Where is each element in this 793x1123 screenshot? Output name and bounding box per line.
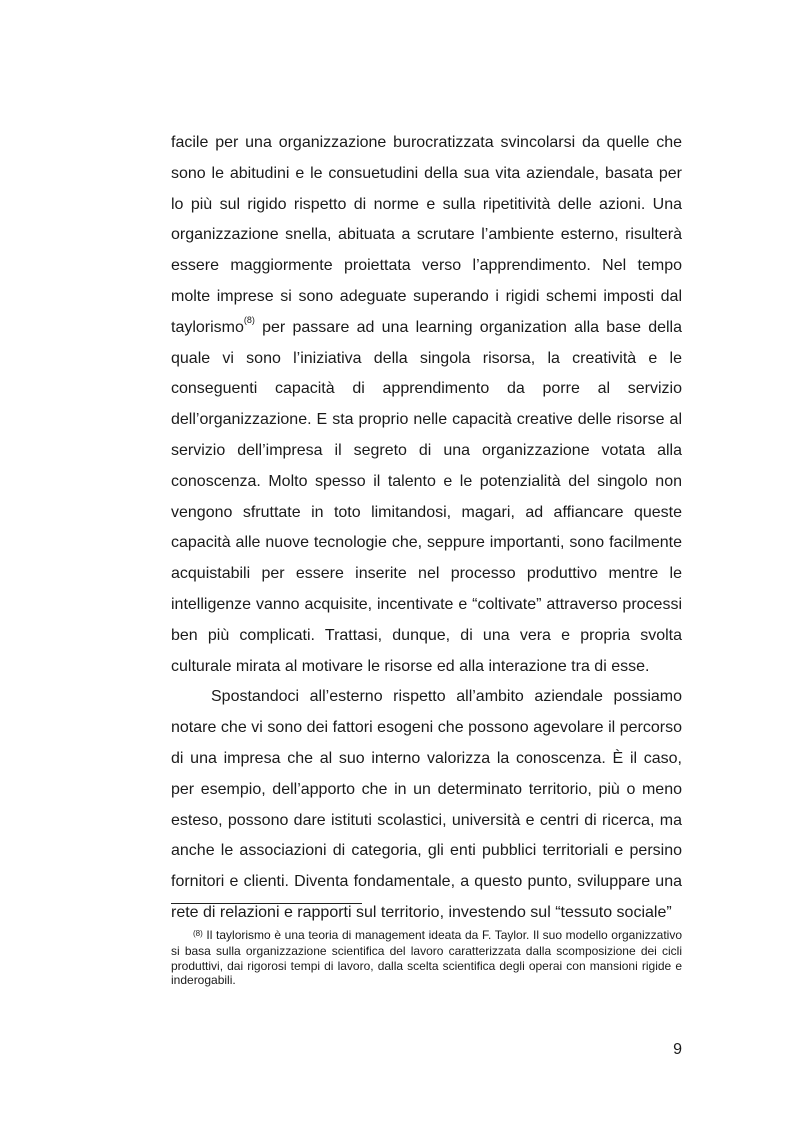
paragraph-1-part-2: per passare ad una learning organization alla base della quale vi sono l’iniziativa della singola risorsa, la creatività e le conseguenti capacità di apprendimento da porre al servizio dell’organizzazione. E sta proprio nelle capacità creative delle risorse al servizio dell’impresa il segreto di una organizzazione votata alla conoscenza. Molto spesso il talento e le potenzialità del singolo non vengono sfruttate in toto limitandosi, magari, ad affiancare queste capacità alle nuove tecnologie che, seppure importanti, sono facilmente acquistabili per essere inserite nel processo produttivo mentre le intelligenze vanno acquisite, incentivate e “coltivate” attraverso processi ben più complicati. Trattasi, dunque, di una vera e propria svolta culturale mirata al motivare le risorse ed alla interazione tra di esse.	[171, 318, 682, 675]
footnote-separator	[171, 903, 362, 904]
body-text	[171, 128, 682, 929]
footnote-text: Il taylorismo è una teoria di management ideata da F. Taylor. Il suo modello organizzativo si basa sulla organizzazione scientifica del lavoro caratterizzata dalla scomposizione dei cicli produttivi, dai rigorosi tempi di lavoro, dalla scelta scientifica degli operai con mansioni rigide e inderogabili.	[171, 928, 682, 987]
footnote	[171, 928, 682, 987]
page-number: 9	[673, 1041, 682, 1058]
paragraph-1-part-1: facile per una organizzazione burocratizzata svincolarsi da quelle che sono le abitudini e le consuetudini della sua vita aziendale, basata per lo più sul rigido rispetto di norme e sulla ripetitività delle azioni. Una organizzazione snella, abituata a scrutare l’ambiente esterno, risulterà essere maggiormente proiettata verso l’apprendimento. Nel tempo molte imprese si sono adeguate superando i rigidi schemi imposti dal taylorismo	[171, 134, 682, 336]
footnote-reference: (8)	[243, 315, 255, 326]
paragraph-2: Spostandoci all’esterno rispetto all’ambito aziendale possiamo notare che vi sono dei fattori esogeni che possono agevolare il percorso di una impresa che al suo interno valorizza la conoscenza. È il caso, per esempio, dell’apporto che in un determinato territorio, più o meno esteso, possono dare istituti scolastici, università e centri di ricerca, ma anche le associazioni di categoria, gli enti pubblici territoriali e persino fornitori e clienti. Diventa fondamentale, a questo punto, sviluppare una rete di relazioni e rapporti sul territorio, investendo sul “tessuto sociale”	[171, 688, 682, 921]
footnote-marker: (8)	[193, 929, 203, 938]
paragraph-1	[171, 128, 682, 682]
